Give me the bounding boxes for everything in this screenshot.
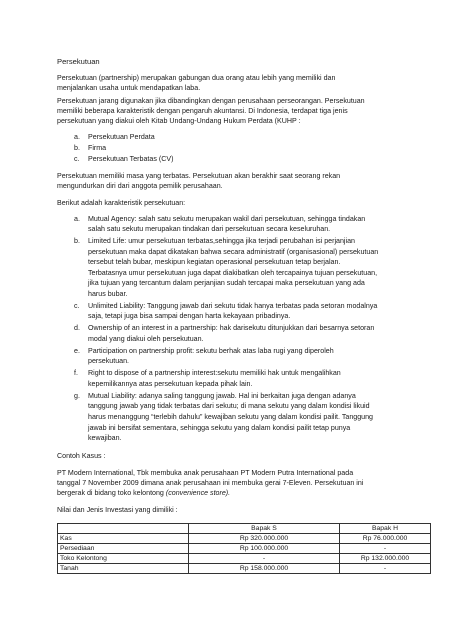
list-marker: e. — [74, 347, 80, 355]
case-heading: Contoh Kasus : — [57, 452, 106, 460]
list-item: Persekutuan Perdata — [88, 133, 155, 141]
table-cell: Kas — [58, 534, 189, 544]
case-line: tanggal 7 November 2009 dimana anak perusahaan ini membuka gerai 7-Eleven. Persekutuan ini — [57, 479, 364, 487]
characteristic-line: Right to dispose of a partnership interest:sekutu memiliki hak untuk mengalihkan — [88, 369, 341, 377]
table-cell: Toko Kelontong — [58, 554, 189, 564]
intro-line: menjalankan usaha untuk mendapatkan laba. — [57, 84, 201, 92]
characteristic-line: tanggung jawab yang tidak terbatas dari sekutu; di mana sekutu yang dalam kondisi likuid — [88, 402, 370, 410]
table-cell: Rp 76.000.000 — [340, 534, 431, 544]
intro-line: Persekutuan (partnership) merupakan gabungan dua orang atau lebih yang memiliki dan — [57, 74, 336, 82]
table-cell: Rp 132.000.000 — [340, 554, 431, 564]
table-header-row — [58, 524, 431, 534]
characteristic-line: Participation on partnership profit: sekutu berhak atas laba rugi yang diperoleh — [88, 347, 334, 355]
case-line: PT Modern International, Tbk membuka anak perusahaan PT Modern Putra International pada — [57, 469, 354, 477]
table-header-cell: Bapak S — [189, 524, 340, 534]
characteristic-line: jawab ini bersifat sementara, sehingga sekutu yang dalam kondisi pailit tetap punya — [88, 424, 351, 432]
characteristic-line: salah satu sekutu merupakan tindakan dari persekutuan secara keseluruhan. — [88, 225, 331, 233]
characteristic-line: persekutuan maka dapat dikatakan bahwa secara administratif (organisasional) persekutuan — [88, 248, 379, 256]
list-marker: b. — [74, 237, 80, 245]
table-cell: Rp 100.000.000 — [189, 544, 340, 554]
characteristic-line: saja, tetapi juga bisa sampai dengan harta kekayaan pribadinya. — [88, 312, 291, 320]
table-header-cell: Bapak H — [340, 524, 431, 534]
characteristic-line: Unlimited Liability: Tanggung jawab dari sekutu tidak hanya terbatas pada setoran modalnya — [88, 302, 378, 310]
characteristic-line: kewajiban. — [88, 434, 122, 442]
table-cell: - — [340, 564, 431, 574]
characteristic-line: Terbatasnya umur persekutuan juga dapat diakibatkan oleh tercapainya tujuan persekutuan, — [88, 269, 378, 277]
characteristic-line: persekutuan. — [88, 357, 130, 365]
list-marker: a. — [74, 133, 80, 141]
intro-line: persekutuan yang diakui oleh Kitab Undang-Undang Hukum Perdata (KUHP : — [57, 117, 301, 125]
list-marker: c. — [74, 302, 80, 310]
characteristic-line: jika tujuan yang tercantum dalam perjanjian sudah tercapai maka persekutuan yang ada — [88, 279, 365, 287]
investment-table — [57, 523, 431, 574]
table-caption: Nilai dan Jenis Investasi yang dimiliki : — [57, 506, 178, 514]
characteristic-line: Mutual Agency: salah satu sekutu merupakan wakil dari persekutuan, sehingga tindakan — [88, 215, 366, 223]
case-line-text: bergerak di bidang toko kelontong — [57, 489, 166, 497]
table-cell: - — [340, 544, 431, 554]
table-row — [58, 554, 431, 564]
case-line — [57, 489, 230, 498]
list-item: Firma — [88, 144, 107, 152]
table-cell: Tanah — [58, 564, 189, 574]
section-heading: Berikut adalah karakteristik persekutuan: — [57, 199, 186, 207]
list-marker: d. — [74, 324, 80, 332]
table-row — [58, 534, 431, 544]
table-header-cell — [58, 524, 189, 534]
case-line-italic: (convenience store). — [165, 489, 231, 497]
list-marker: b. — [74, 144, 80, 152]
table-row — [58, 544, 431, 554]
characteristic-line: kepemilikannya atas persekutuan kepada pihak lain. — [88, 380, 253, 388]
list-marker: f. — [74, 369, 78, 377]
characteristic-line: Mutual Liability: adanya saling tanggung jawab. Hal ini berkaitan juga dengan adanya — [88, 392, 356, 400]
table-row — [58, 564, 431, 574]
paragraph-line: mengundurkan diri dari anggota pemilik perusahaan. — [57, 182, 223, 190]
characteristic-line: Limited Life: umur persekutuan terbatas,sehingga jika terjadi perubahan isi perjanjian — [88, 237, 355, 245]
characteristic-line: harus menanggung “terlebih dahulu” kewajiban sekutu yang dalam kondisi pailit. Tanggung — [88, 413, 373, 421]
list-marker: g. — [74, 392, 80, 400]
table-cell: Rp 158.000.000 — [189, 564, 340, 574]
intro-line: Persekutuan jarang digunakan jika dibandingkan dengan perusahaan perseorangan. Persekutuan — [57, 97, 365, 105]
characteristic-line: modal yang diakui oleh persekutuan. — [88, 335, 204, 343]
characteristic-line: tersebut telah bubar, meskipun kegiatan operasional persekutuan tetap berjalan. — [88, 258, 341, 266]
intro-line: memiliki beberapa karakteristik dengan pengaruh akuntansi. Di Indonesia, terdapat tiga jenis — [57, 107, 348, 115]
paragraph-line: Persekutuan memiliki masa yang terbatas. Persekutuan akan berakhir saat seorang rekan — [57, 172, 341, 180]
table-cell: - — [189, 554, 340, 564]
characteristic-line: harus bubar. — [88, 290, 128, 298]
page-title: Persekutuan — [57, 57, 100, 66]
table-cell: Persediaan — [58, 544, 189, 554]
list-item: Persekutuan Terbatas (CV) — [88, 155, 174, 163]
table-cell: Rp 320.000.000 — [189, 534, 340, 544]
characteristic-line: Ownership of an interest in a partnership: hak darisekutu ditunjukkan dari besarnya setoran — [88, 324, 375, 332]
list-marker: c. — [74, 155, 80, 163]
list-marker: a. — [74, 215, 80, 223]
